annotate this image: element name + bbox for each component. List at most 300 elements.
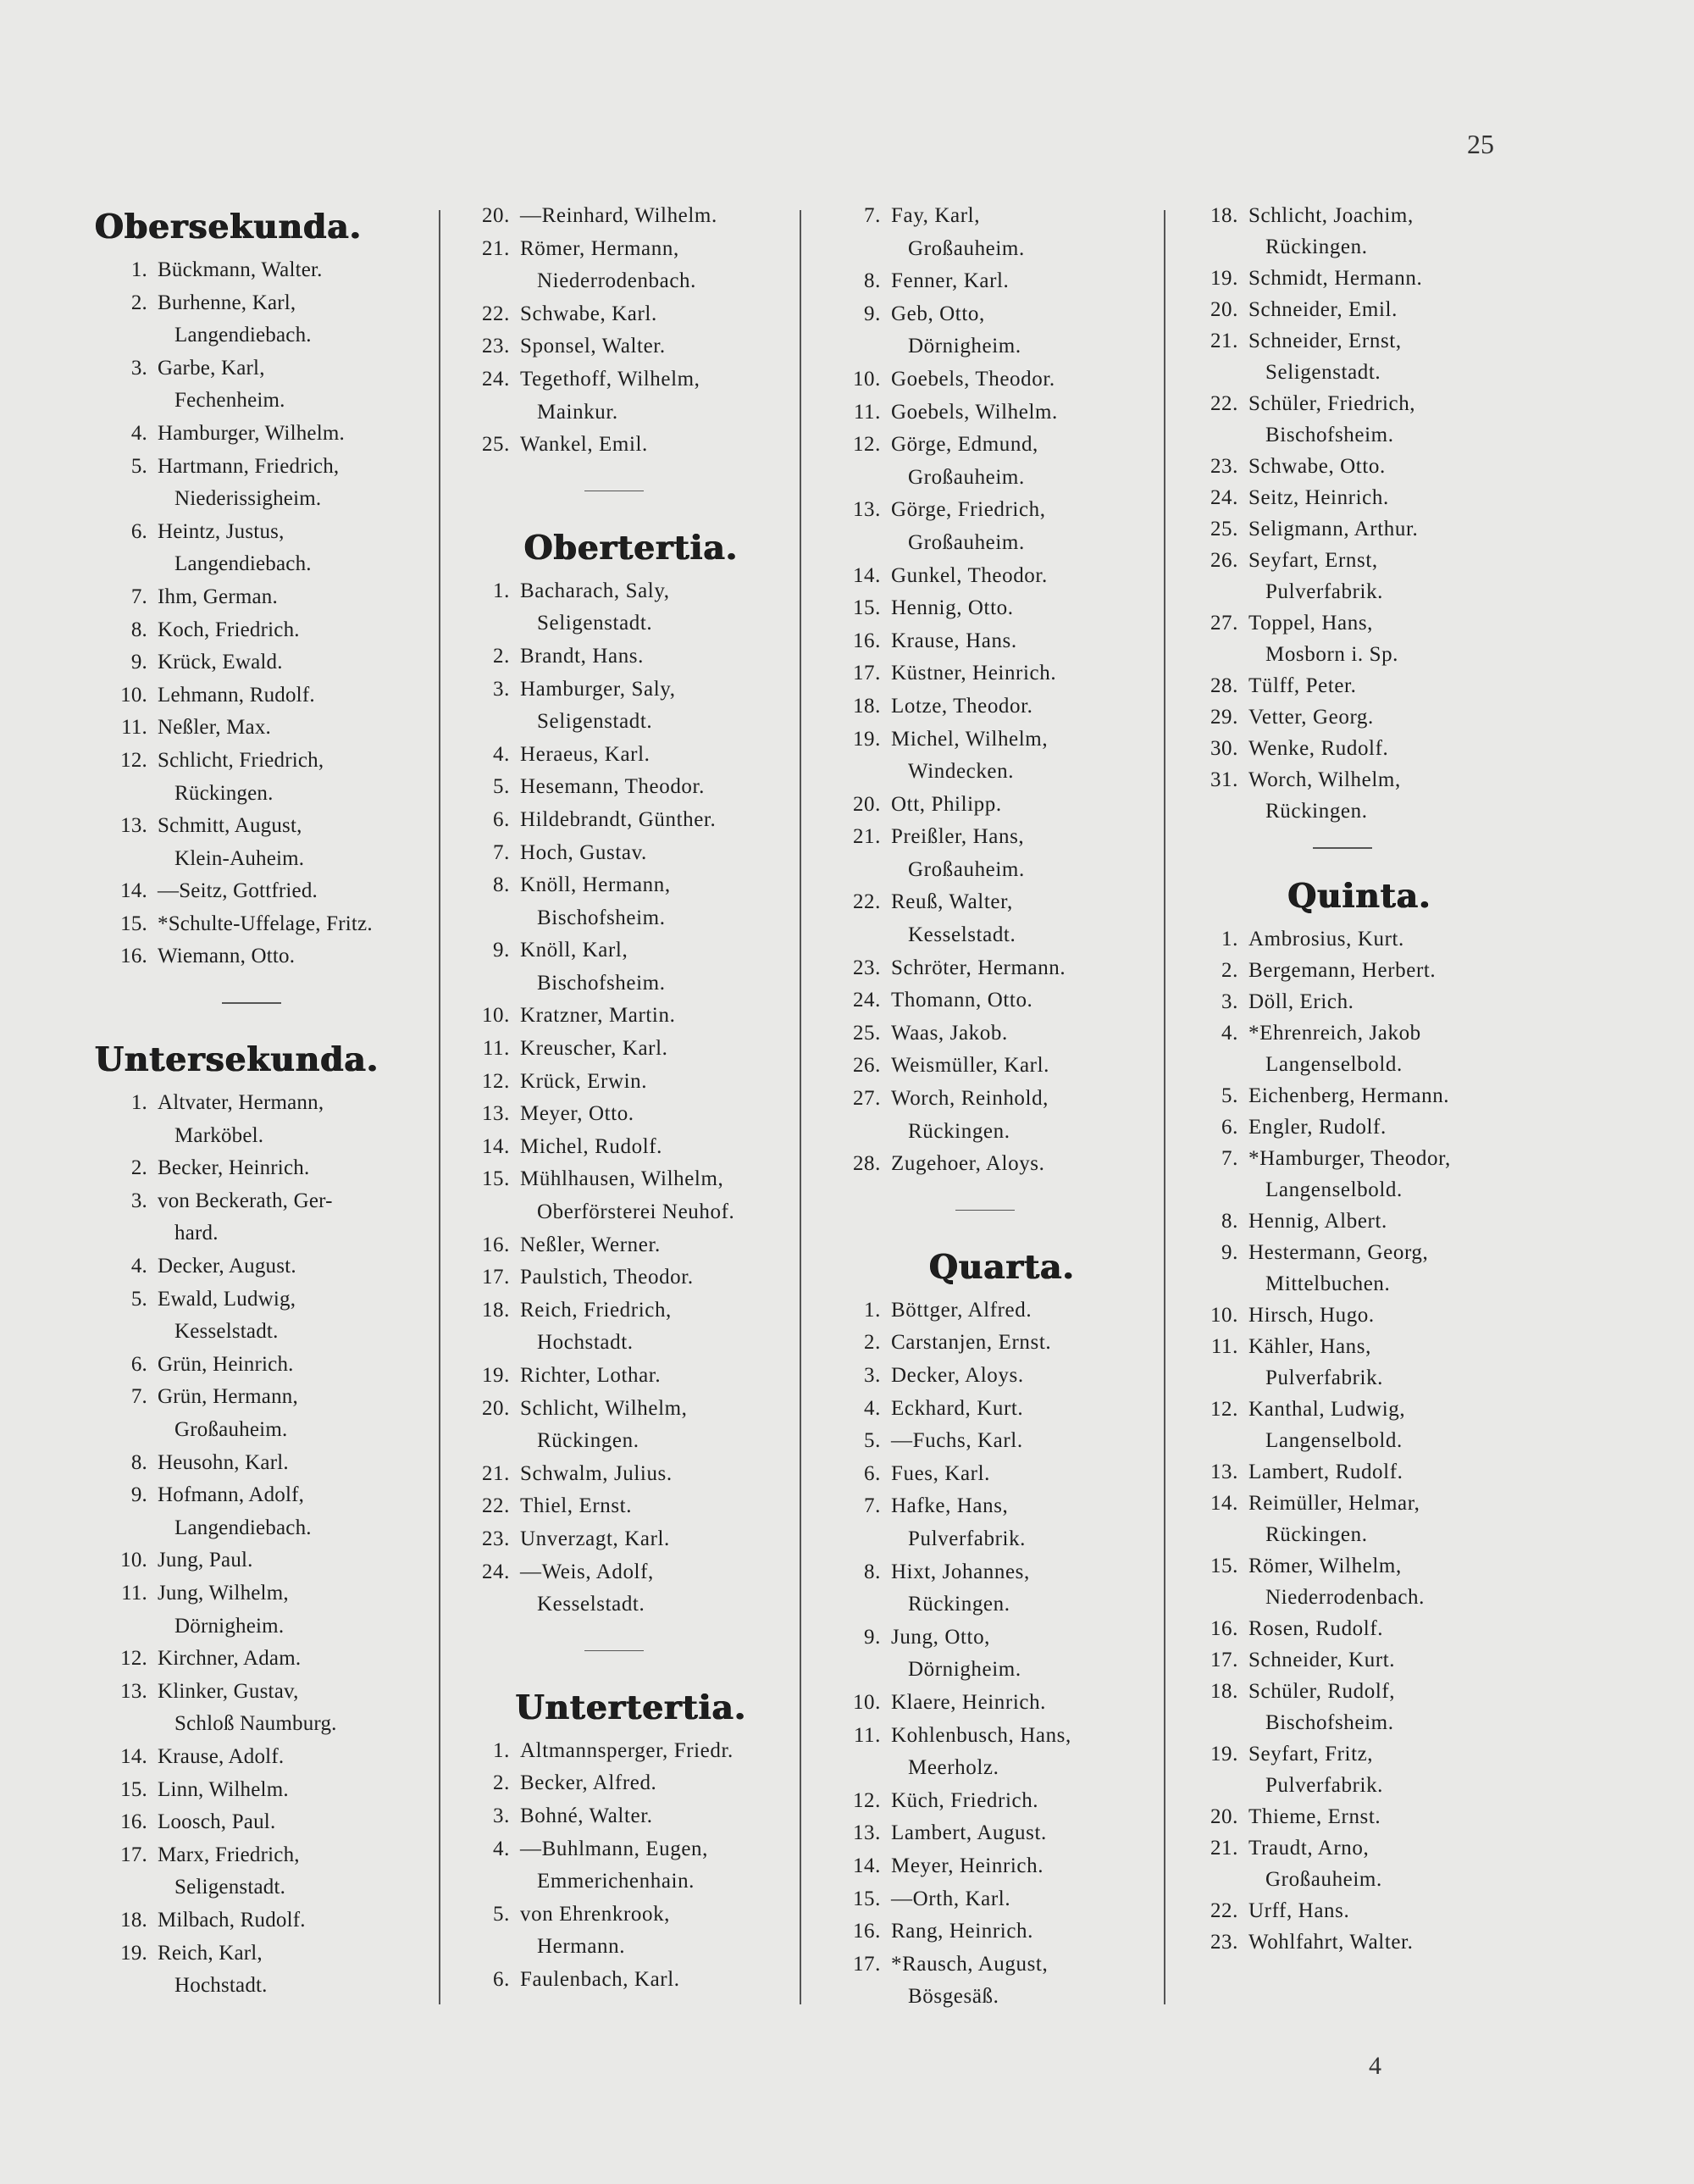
column-3: [828, 200, 1176, 2014]
student-hometown: Rückingen.: [1265, 236, 1368, 258]
student-entry: [95, 287, 442, 352]
entry-line: [828, 265, 1176, 298]
entry-number: 14.: [852, 1854, 881, 1877]
student-hometown: Mainkur.: [537, 400, 618, 424]
entry-number: 11.: [121, 716, 147, 740]
student-name: Burhenne, Karl,: [158, 291, 296, 314]
student-entry: [1186, 1237, 1533, 1300]
entry-line: [828, 560, 1176, 593]
entry-line: [95, 646, 442, 679]
entry-line: [828, 984, 1176, 1017]
student-entry: [457, 739, 805, 772]
student-name: Goebels, Theodor.: [891, 367, 1055, 391]
entry-line: [828, 1294, 1176, 1328]
student-entry: [828, 625, 1176, 658]
entry-number: 8.: [130, 618, 147, 641]
student-entry: [1186, 1331, 1533, 1394]
student-entry: [95, 1087, 442, 1152]
entry-line: [95, 1676, 442, 1709]
entry-number: 24.: [852, 989, 881, 1012]
student-hometown: Kesselstadt.: [908, 923, 1016, 947]
entry-number: 13.: [852, 498, 881, 522]
entry-line: [457, 1066, 805, 1099]
entry-number: 12.: [481, 1069, 510, 1093]
entry-number: 6.: [1221, 1116, 1238, 1139]
student-name: Wohlfahrt, Walter.: [1248, 1931, 1414, 1954]
student-list: [1186, 923, 1533, 1958]
entry-number: 13.: [481, 1102, 510, 1126]
student-entry: [457, 1131, 805, 1164]
entry-number: 20.: [1210, 1805, 1238, 1828]
column-1: [95, 200, 442, 2003]
student-name: Engler, Rudolf.: [1248, 1116, 1387, 1139]
student-name: Garbe, Karl,: [158, 356, 265, 380]
student-name: Meyer, Heinrich.: [891, 1854, 1044, 1877]
entry-number: 4.: [1221, 1022, 1238, 1045]
entry-line: [1186, 701, 1533, 733]
entry-line: [1186, 764, 1533, 795]
student-entry: [95, 908, 442, 941]
entry-line: [95, 1806, 442, 1839]
student-entry: [1186, 1080, 1533, 1111]
student-hometown: Seligenstadt.: [1265, 361, 1381, 384]
student-entry: [828, 1621, 1176, 1687]
entry-line: [95, 254, 442, 287]
section-divider: [457, 1621, 805, 1681]
student-entry: [457, 1556, 805, 1621]
entry-number: 17.: [120, 1843, 147, 1866]
student-entry: [1186, 923, 1533, 955]
entry-line: [457, 1556, 805, 1589]
entry-number: 9.: [130, 1483, 147, 1507]
student-entry: [457, 1229, 805, 1262]
entry-number: 22.: [481, 1494, 510, 1518]
entry-line: [457, 1964, 805, 1997]
student-hometown: Bischofsheim.: [1265, 1711, 1394, 1734]
entry-line: [457, 1033, 805, 1066]
student-entry: [828, 1425, 1176, 1458]
student-hometown: Langenselbold.: [1265, 1178, 1403, 1201]
student-entry: [1186, 1017, 1533, 1080]
entry-line: [95, 418, 442, 451]
student-entry: [95, 1577, 442, 1643]
student-name: Wenke, Rudolf.: [1248, 737, 1389, 760]
entry-number: 16.: [481, 1233, 510, 1256]
entry-line: [457, 429, 805, 462]
student-name: Krück, Erwin.: [520, 1069, 648, 1093]
student-entry: [828, 1490, 1176, 1555]
entry-line: [1186, 1394, 1533, 1425]
entry-line: [1186, 1738, 1533, 1770]
student-name: Sponsel, Walter.: [520, 335, 666, 358]
entry-line: [1186, 1017, 1533, 1049]
entry-line: [1186, 607, 1533, 639]
entry-number: 6.: [493, 807, 510, 831]
student-hometown: Langenselbold.: [1265, 1429, 1403, 1452]
entry-line: [1186, 1676, 1533, 1707]
entry-line: [1186, 733, 1533, 764]
student-name: Bacharach, Saly,: [520, 579, 670, 602]
student-list: [457, 1735, 805, 1997]
student-entry: [828, 984, 1176, 1017]
entry-number: 8.: [864, 1560, 881, 1583]
student-hometown: Langendiebach.: [174, 1516, 312, 1539]
entry-line: [95, 1283, 442, 1316]
entry-number: 6.: [493, 1967, 510, 1991]
student-entry: [828, 1050, 1176, 1083]
student-entry: [457, 1163, 805, 1228]
student-entry: [828, 1294, 1176, 1328]
student-entry: [1186, 1738, 1533, 1801]
student-name: Schüler, Friedrich,: [1248, 392, 1416, 415]
student-name: Preißler, Hans,: [891, 825, 1025, 849]
entry-number: 4.: [864, 1396, 881, 1420]
student-entry: [95, 712, 442, 745]
entry-line: [457, 1523, 805, 1556]
entry-number: 27.: [1210, 612, 1238, 635]
student-entry: [457, 1735, 805, 1768]
entry-number: 10.: [481, 1004, 510, 1028]
student-hometown: Bösgesäß.: [908, 1985, 999, 2009]
student-name: Grün, Heinrich.: [158, 1352, 294, 1376]
student-entry: [828, 1687, 1176, 1720]
student-name: Richter, Lothar.: [520, 1364, 662, 1387]
student-entry: [828, 1458, 1176, 1491]
entry-line: [95, 1839, 442, 1872]
student-name: Hennig, Albert.: [1248, 1210, 1387, 1233]
entry-line: [95, 810, 442, 843]
student-name: *Rausch, August,: [891, 1952, 1049, 1976]
entry-number: 7.: [864, 1494, 881, 1518]
student-name: Faulenbach, Karl.: [520, 1967, 680, 1991]
entry-line: [1186, 986, 1533, 1017]
entry-line: [828, 592, 1176, 625]
student-name: Meyer, Otto.: [520, 1102, 634, 1126]
student-name: Eichenberg, Hermann.: [1248, 1084, 1450, 1107]
student-name: Döll, Erich.: [1248, 990, 1354, 1013]
entry-line: [1186, 1488, 1533, 1519]
student-name: Unverzagt, Karl.: [520, 1527, 670, 1550]
entry-line: [457, 1393, 805, 1426]
student-hometown: Dörnigheim.: [174, 1614, 285, 1638]
student-name: Kanthal, Ludwig,: [1248, 1398, 1406, 1421]
student-entry: [457, 673, 805, 739]
entry-line: [828, 1458, 1176, 1491]
class-heading: Untertertia.: [515, 1688, 747, 1727]
entry-number: 14.: [120, 879, 147, 903]
student-entry: [1186, 513, 1533, 545]
entry-number: 20.: [1210, 298, 1238, 321]
student-name: Decker, August.: [158, 1255, 296, 1278]
student-entry: [1186, 294, 1533, 325]
student-entry: [828, 1785, 1176, 1818]
section-divider: [95, 973, 442, 1033]
entry-number: 18.: [120, 1908, 147, 1932]
entry-line: [95, 1937, 442, 1971]
entry-number: 12.: [120, 1647, 147, 1671]
entry-line: [457, 1458, 805, 1491]
entry-line: [95, 1152, 442, 1185]
student-hometown: Schloß Naumburg.: [174, 1712, 337, 1736]
entry-number: 23.: [481, 1527, 510, 1550]
student-entry: [1186, 955, 1533, 986]
entry-number: 1.: [493, 1738, 510, 1762]
entry-number: 1.: [864, 1298, 881, 1322]
entry-number: 1.: [493, 579, 510, 602]
student-name: Schüler, Rudolf,: [1248, 1680, 1396, 1703]
student-name: Heusohn, Karl.: [158, 1450, 289, 1474]
student-name: —Fuchs, Karl.: [891, 1429, 1023, 1453]
student-name: Görge, Friedrich,: [891, 498, 1046, 522]
student-name: Reich, Karl,: [158, 1941, 263, 1965]
entry-line: [95, 1381, 442, 1414]
student-name: Reuß, Walter,: [891, 890, 1013, 914]
entry-line: [457, 1261, 805, 1294]
entry-line: [1186, 482, 1533, 513]
entry-number: 10.: [852, 367, 881, 391]
entry-number: 21.: [481, 1461, 510, 1485]
entry-number: 15.: [1210, 1555, 1238, 1577]
entry-line: [457, 1735, 805, 1768]
student-name: Jung, Paul.: [158, 1549, 253, 1572]
entry-line: [828, 298, 1176, 331]
student-entry: [457, 869, 805, 934]
entry-number: 9.: [864, 302, 881, 325]
entry-number: 8.: [493, 873, 510, 897]
entry-number: 19.: [852, 727, 881, 751]
student-entry: [828, 494, 1176, 559]
student-name: Milbach, Rudolf.: [158, 1908, 306, 1932]
entry-number: 3.: [864, 1364, 881, 1387]
entry-number: 7.: [1221, 1147, 1238, 1170]
entry-line: [1186, 923, 1533, 955]
student-name: Paulstich, Theodor.: [520, 1266, 694, 1289]
class-heading: Quinta.: [1287, 877, 1431, 916]
student-name: von Ehrenkrook,: [520, 1902, 671, 1926]
student-name: Neßler, Werner.: [520, 1233, 661, 1256]
student-name: Urff, Hans.: [1248, 1899, 1350, 1922]
student-entry: [828, 560, 1176, 593]
student-name: Kohlenbusch, Hans,: [891, 1723, 1071, 1747]
student-hometown: Niederrodenbach.: [537, 269, 696, 293]
entry-number: 9.: [130, 651, 147, 674]
student-entry: [95, 1152, 442, 1185]
entry-number: 22.: [1210, 392, 1238, 415]
entry-number: 6.: [130, 519, 147, 543]
student-name: Geb, Otto,: [891, 302, 985, 325]
student-name: Lotze, Theodor.: [891, 694, 1033, 718]
entry-number: 18.: [1210, 1680, 1238, 1703]
student-name: Bohné, Walter.: [520, 1804, 653, 1827]
student-entry: [457, 1033, 805, 1066]
student-entry: [457, 771, 805, 804]
entry-line: [1186, 1801, 1533, 1832]
entry-line: [95, 1774, 442, 1807]
entry-number: 2.: [493, 644, 510, 668]
student-entry: [457, 575, 805, 640]
student-name: Schröter, Hermann.: [891, 956, 1066, 979]
entry-line: [828, 789, 1176, 822]
student-hometown: Bischofsheim.: [537, 906, 666, 929]
student-entry: [1186, 764, 1533, 827]
class-heading: Quarta.: [928, 1247, 1075, 1287]
student-entry: [1186, 701, 1533, 733]
student-entry: [95, 516, 442, 581]
student-entry: [95, 1806, 442, 1839]
entry-line: [1186, 670, 1533, 701]
student-entry: [828, 821, 1176, 886]
student-name: Weismüller, Karl.: [891, 1054, 1049, 1078]
entry-line: [95, 1577, 442, 1610]
entry-line: [1186, 1926, 1533, 1958]
entry-line: [457, 1294, 805, 1328]
student-name: Schlicht, Wilhelm,: [520, 1396, 688, 1420]
student-entry: [457, 1523, 805, 1556]
student-hometown: Niederrodenbach.: [1265, 1586, 1425, 1609]
student-hometown: hard.: [174, 1222, 219, 1245]
entry-number: 8.: [130, 1450, 147, 1474]
student-entry: [457, 934, 805, 1000]
student-hometown: Bischofsheim.: [537, 971, 666, 995]
student-hometown: Bischofsheim.: [1265, 424, 1394, 446]
student-entry: [828, 200, 1176, 265]
student-name: —Orth, Karl.: [891, 1887, 1011, 1910]
student-name: Hamburger, Saly,: [520, 677, 676, 701]
student-name: Rang, Heinrich.: [891, 1920, 1033, 1943]
student-name: Seitz, Heinrich.: [1248, 486, 1389, 509]
student-name: Hesemann, Theodor.: [520, 775, 705, 799]
student-entry: [1186, 1143, 1533, 1206]
entry-number: 21.: [481, 236, 510, 260]
class-heading: Untersekunda.: [95, 1040, 379, 1080]
student-name: Mühlhausen, Wilhelm,: [520, 1167, 724, 1191]
student-name: Jung, Wilhelm,: [158, 1581, 289, 1605]
entry-number: 2.: [1221, 959, 1238, 982]
student-name: Becker, Alfred.: [520, 1771, 657, 1795]
entry-number: 19.: [120, 1941, 147, 1965]
student-name: Becker, Heinrich.: [158, 1156, 310, 1180]
entry-line: [95, 1741, 442, 1774]
column-2: [457, 200, 805, 1997]
entry-number: 12.: [852, 433, 881, 457]
entry-line: [457, 673, 805, 707]
entry-line: [457, 1490, 805, 1523]
entry-number: 7.: [130, 1385, 147, 1409]
entry-line: [1186, 1832, 1533, 1864]
student-entry: [1186, 263, 1533, 294]
entry-number: 19.: [481, 1364, 510, 1387]
entry-number: 23.: [481, 335, 510, 358]
class-heading: Obersekunda.: [95, 208, 363, 247]
entry-line: [828, 1817, 1176, 1850]
student-entry: [457, 804, 805, 837]
student-entry: [457, 1833, 805, 1899]
entry-number: 11.: [853, 400, 881, 424]
student-name: Görge, Edmund,: [891, 433, 1038, 457]
entry-line: [457, 869, 805, 902]
entry-line: [828, 1393, 1176, 1426]
entry-line: [1186, 1143, 1533, 1174]
student-entry: [95, 1349, 442, 1382]
student-hometown: Rückingen.: [537, 1429, 639, 1453]
entry-number: 1.: [130, 258, 147, 281]
student-entry: [1186, 1394, 1533, 1456]
entry-line: [1186, 513, 1533, 545]
student-name: Schneider, Kurt.: [1248, 1649, 1396, 1671]
section-divider: [828, 1181, 1176, 1240]
student-hometown: Rückingen.: [908, 1593, 1010, 1616]
student-hometown: Marköbel.: [174, 1123, 264, 1147]
entry-number: 13.: [120, 814, 147, 838]
student-entry: [1186, 545, 1533, 607]
student-name: Hofmann, Adolf,: [158, 1483, 305, 1507]
student-hometown: Seligenstadt.: [537, 710, 653, 734]
entry-line: [828, 690, 1176, 723]
student-list: [95, 254, 442, 973]
entry-line: [828, 1360, 1176, 1393]
student-entry: [1186, 325, 1533, 388]
student-name: Seyfart, Ernst,: [1248, 549, 1378, 572]
student-entry: [828, 1327, 1176, 1360]
student-entry: [828, 657, 1176, 690]
student-name: Fues, Karl.: [891, 1461, 991, 1485]
entry-number: 16.: [120, 1810, 147, 1834]
student-entry: [1186, 733, 1533, 764]
entry-number: 17.: [852, 662, 881, 685]
student-entry: [457, 298, 805, 331]
entry-number: 20.: [481, 1396, 510, 1420]
student-entry: [1186, 1300, 1533, 1331]
entry-number: 4.: [493, 742, 510, 766]
student-hometown: Mittelbuchen.: [1265, 1272, 1391, 1295]
student-entry: [828, 1915, 1176, 1948]
entry-line: [828, 1556, 1176, 1589]
student-name: Küch, Friedrich.: [891, 1788, 1039, 1812]
entry-line: [828, 1083, 1176, 1116]
student-entry: [1186, 1832, 1533, 1895]
student-entry: [95, 1381, 442, 1446]
student-name: —Buhlmann, Eugen,: [520, 1837, 708, 1860]
entry-number: 15.: [852, 1887, 881, 1910]
student-list: [828, 1294, 1176, 2014]
entry-line: [457, 1899, 805, 1932]
student-entry: [95, 1741, 442, 1774]
entry-number: 20.: [852, 792, 881, 816]
student-name: Schwabe, Karl.: [520, 302, 657, 325]
student-name: Klaere, Heinrich.: [891, 1690, 1047, 1714]
student-name: Zugehoer, Aloys.: [891, 1152, 1045, 1176]
entry-number: 9.: [864, 1625, 881, 1649]
entry-line: [457, 1098, 805, 1131]
entry-number: 13.: [120, 1679, 147, 1703]
entry-line: [457, 1833, 805, 1866]
student-hometown: Rückingen.: [1265, 1523, 1368, 1546]
entry-number: 13.: [1210, 1461, 1238, 1483]
entry-line: [95, 1544, 442, 1577]
student-name: Seyfart, Fritz,: [1248, 1743, 1374, 1765]
entry-number: 17.: [1210, 1649, 1238, 1671]
entry-number: 27.: [852, 1087, 881, 1111]
entry-number: 24.: [1210, 486, 1238, 509]
student-name: Ott, Philipp.: [891, 792, 1002, 816]
entry-number: 16.: [852, 629, 881, 652]
student-hometown: Großauheim.: [1265, 1868, 1382, 1891]
entry-number: 16.: [120, 945, 147, 968]
student-list: [457, 575, 805, 1621]
student-name: Hamburger, Wilhelm.: [158, 421, 345, 445]
entry-line: [1186, 955, 1533, 986]
entry-number: 8.: [864, 269, 881, 293]
